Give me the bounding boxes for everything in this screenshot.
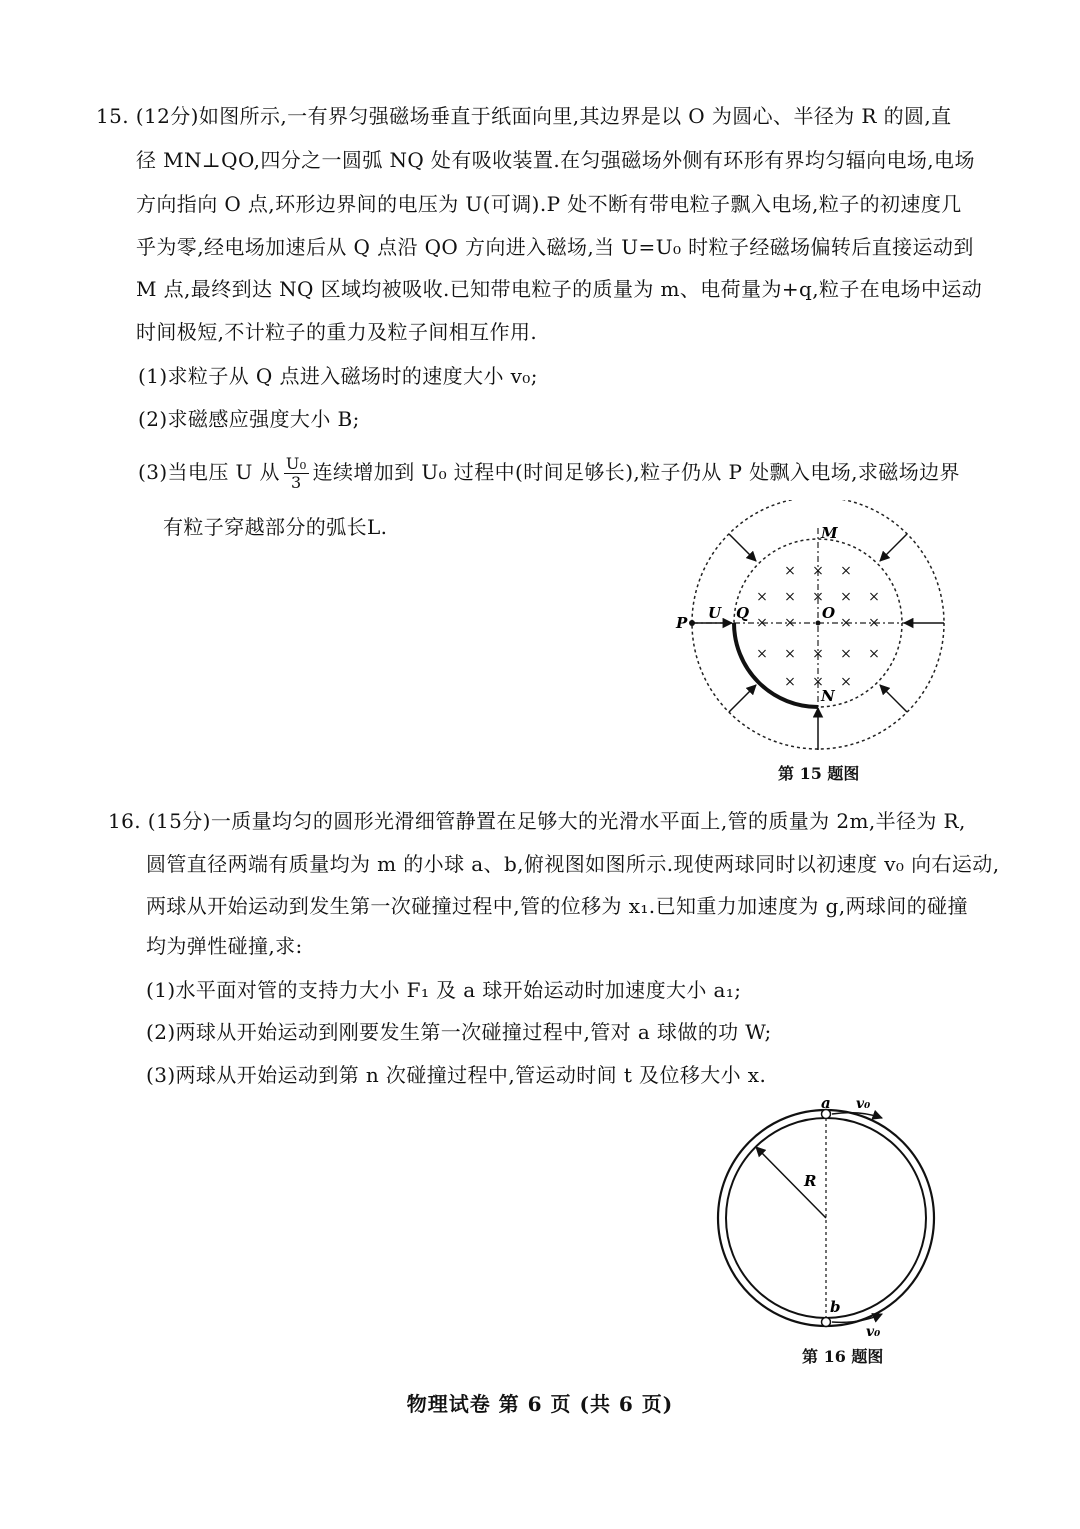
- q16-line-1: 16. (15分)一质量均匀的圆形光滑细管静置在足够大的光滑水平面上,管的质量为 2m,半径为 R,: [108, 809, 966, 833]
- q15-line-5: M 点,最终到达 NQ 区域均被吸收.已知带电粒子的质量为 m、电荷量为+q,粒子在电场中运动: [136, 277, 983, 301]
- q16-sub1: (1)水平面对管的支持力大小 F₁ 及 a 球开始运动时加速度大小 a₁;: [146, 978, 742, 1002]
- q16-line-4: 均为弹性碰撞,求:: [146, 934, 303, 958]
- svg-text:×: ×: [756, 615, 768, 631]
- q16-figure: [710, 1092, 950, 1344]
- svg-text:×: ×: [812, 674, 824, 690]
- label-b: b: [830, 1298, 841, 1316]
- label-q: Q: [736, 604, 750, 622]
- label-m: M: [821, 524, 838, 542]
- svg-text:×: ×: [784, 674, 796, 690]
- q16-figure-caption: 第 16 题图: [802, 1347, 884, 1366]
- svg-text:×: ×: [840, 589, 852, 605]
- svg-text:×: ×: [784, 646, 796, 662]
- q16-line-2: 圆管直径两端有质量均为 m 的小球 a、b,俯视图如图所示.现使两球同时以初速度 v₀ 向右运动,: [146, 852, 1000, 876]
- svg-text:×: ×: [812, 589, 824, 605]
- q15-sub3: [138, 455, 960, 492]
- q15-sub3-text-a: (3)当电压 U 从: [138, 460, 280, 484]
- q15-line-2: 径 MN⊥QO,四分之一圆弧 NQ 处有吸收装置.在匀强磁场外侧有环形有界均匀辐向电场,电场: [136, 148, 975, 172]
- page-footer: 物理试卷 第 6 页 (共 6 页): [406, 1392, 674, 1416]
- q15-line-3: 方向指向 O 点,环形边界间的电压为 U(可调).P 处不断有带电粒子飘入电场,粒子的初速度几: [136, 192, 962, 216]
- svg-text:×: ×: [868, 615, 880, 631]
- q15-line-4: 乎为零,经电场加速后从 Q 点沿 QO 方向进入磁场,当 U=U₀ 时粒子经磁场偏转后直接运动到: [136, 235, 974, 259]
- svg-text:×: ×: [784, 563, 796, 579]
- q15-sub1: (1)求粒子从 Q 点进入磁场时的速度大小 v₀;: [138, 364, 538, 388]
- label-p: P: [676, 614, 688, 632]
- svg-text:×: ×: [868, 646, 880, 662]
- svg-text:×: ×: [840, 615, 852, 631]
- point-p-dot: [689, 620, 695, 626]
- q15-line-1: 15. (12分)如图所示,一有界匀强磁场垂直于纸面向里,其边界是以 O 为圆心、半径为 R 的圆,直: [96, 104, 952, 128]
- svg-text:×: ×: [756, 646, 768, 662]
- svg-text:×: ×: [840, 646, 852, 662]
- svg-text:×: ×: [784, 615, 796, 631]
- label-a: a: [821, 1094, 831, 1112]
- fraction-numerator: U₀: [285, 454, 307, 473]
- svg-text:×: ×: [812, 646, 824, 662]
- label-n: N: [821, 687, 835, 705]
- q15-figure: [670, 500, 960, 765]
- label-v0-bottom: v₀: [866, 1324, 881, 1340]
- center-o-dot: [816, 621, 821, 626]
- q15-sub3-fraction: [284, 455, 309, 492]
- label-r: R: [804, 1172, 817, 1190]
- label-u: U: [708, 604, 722, 622]
- q15-sub3-continued: 有粒子穿越部分的弧长L.: [163, 515, 388, 539]
- ball-b: [822, 1318, 831, 1327]
- svg-text:×: ×: [840, 674, 852, 690]
- q15-sub3-text-b: 连续增加到 U₀ 过程中(时间足够长),粒子仍从 P 处飘入电场,求磁场边界: [312, 460, 960, 484]
- svg-text:×: ×: [756, 589, 768, 605]
- svg-text:×: ×: [784, 589, 796, 605]
- q15-figure-caption: 第 15 题图: [778, 764, 860, 783]
- q16-line-3: 两球从开始运动到发生第一次碰撞过程中,管的位移为 x₁.已知重力加速度为 g,两球间的碰撞: [146, 894, 968, 918]
- q16-sub3: (3)两球从开始运动到第 n 次碰撞过程中,管运动时间 t 及位移大小 x.: [146, 1063, 767, 1087]
- label-o: O: [822, 604, 836, 622]
- svg-text:×: ×: [812, 563, 824, 579]
- q16-sub2: (2)两球从开始运动到刚要发生第一次碰撞过程中,管对 a 球做的功 W;: [146, 1020, 772, 1044]
- svg-text:×: ×: [868, 589, 880, 605]
- label-v0-top: v₀: [856, 1096, 871, 1112]
- fraction-denominator: 3: [290, 473, 302, 492]
- q15-sub2: (2)求磁感应强度大小 B;: [138, 407, 360, 431]
- svg-text:×: ×: [840, 563, 852, 579]
- q15-line-6: 时间极短,不计粒子的重力及粒子间相互作用.: [136, 320, 538, 344]
